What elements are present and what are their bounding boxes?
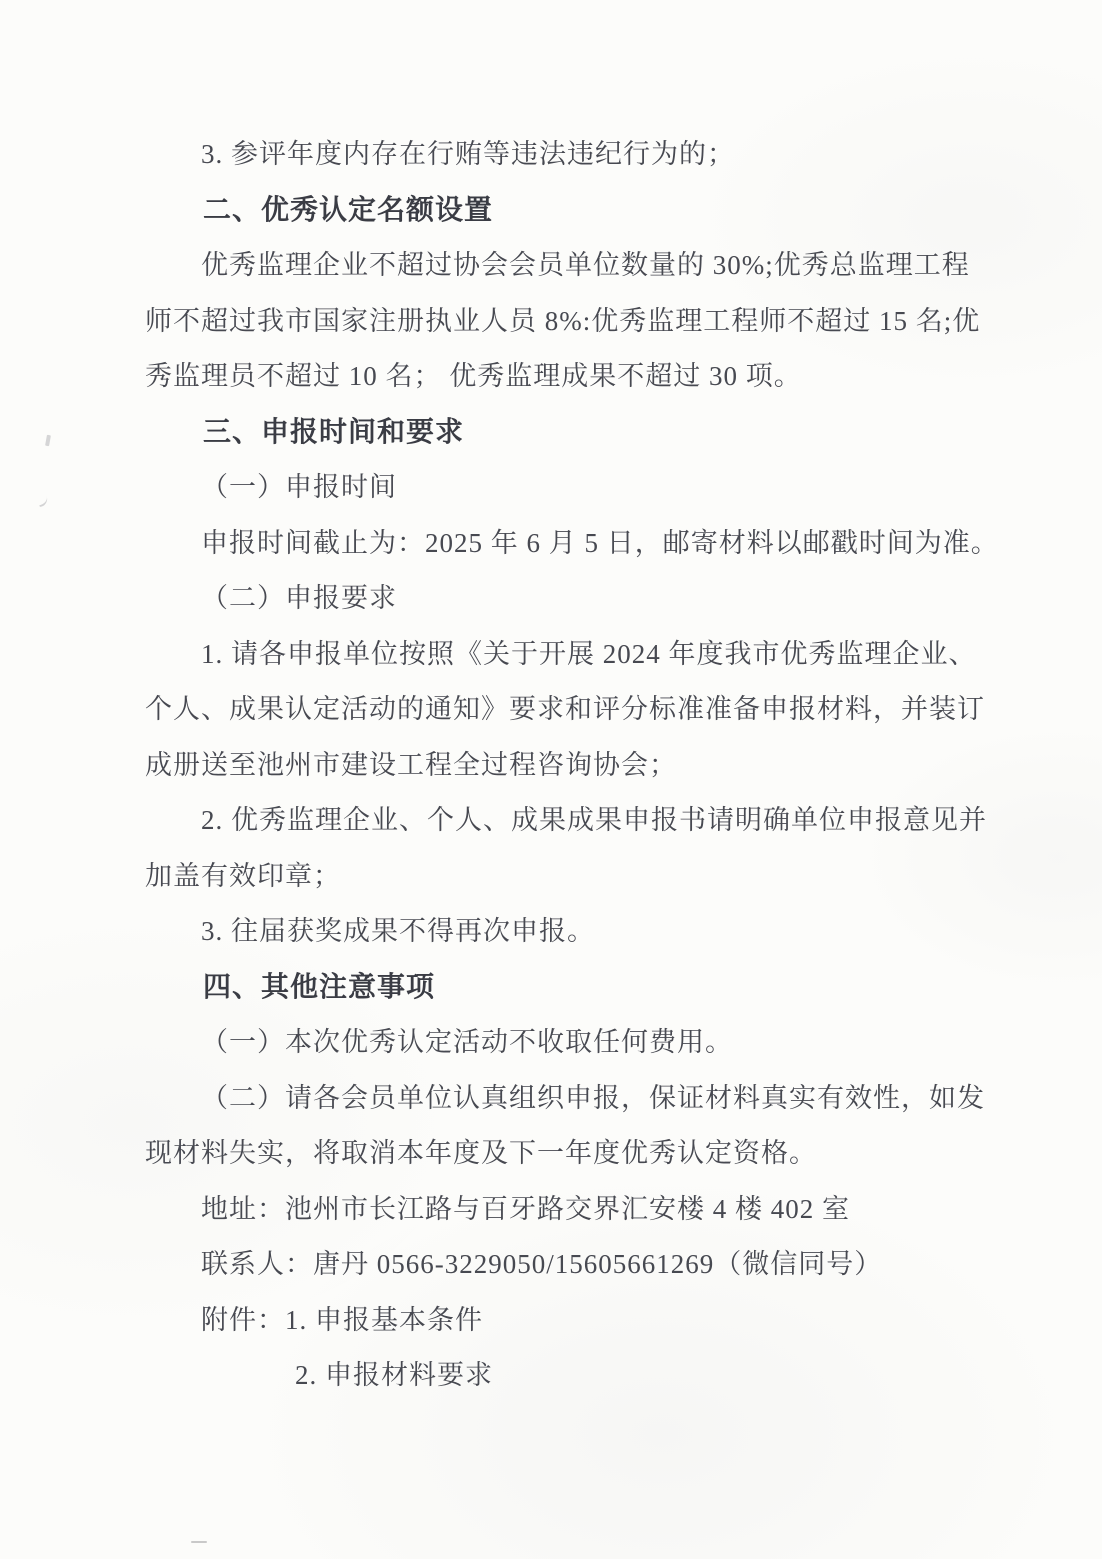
text-line: 优秀监理企业不超过协会会员单位数量的 30%;优秀总监理工程 — [201, 250, 970, 280]
text-line: 联系人：唐丹 0566-3229050/15605661269（微信同号） — [201, 1249, 883, 1279]
text-line: 附件：1. 申报基本条件 — [201, 1304, 483, 1335]
section-heading: 四、其他注意事项 — [203, 971, 436, 1003]
text-line: 1. 请各申报单位按照《关于开展 2024 年度我市优秀监理企业、 — [201, 638, 977, 669]
document-body — [145, 127, 999, 1404]
scan-speck-artifact — [37, 495, 50, 508]
text-line: 现材料失实，将取消本年度及下一年度优秀认定资格。 — [145, 1138, 817, 1168]
text-line: 申报时间截止为：2025 年 6 月 5 日，邮寄材料以邮戳时间为准。 — [201, 527, 999, 558]
text-line: 成册送至池州市建设工程全过程咨询协会； — [145, 749, 677, 780]
text-line: 2. 优秀监理企业、个人、成果成果申报书请明确单位申报意见并 — [201, 805, 987, 835]
text-line: （一）申报时间 — [201, 472, 397, 502]
text-line: 加盖有效印章； — [145, 860, 341, 891]
scan-dash-artifact — [191, 1541, 207, 1543]
text-line: 地址：池州市长江路与百牙路交界汇安楼 4 楼 402 室 — [201, 1193, 850, 1224]
scan-speck-artifact — [45, 435, 51, 447]
text-line: 个人、成果认定活动的通知》要求和评分标准准备申报材料，并装订 — [145, 694, 985, 724]
text-line: 2. 申报材料要求 — [295, 1360, 493, 1390]
text-line: 师不超过我市国家注册执业人员 8%:优秀监理工程师不超过 15 名;优 — [145, 305, 981, 336]
text-line: （二）请各会员单位认真组织申报，保证材料真实有效性，如发 — [201, 1082, 985, 1113]
text-line: 3. 参评年度内存在行贿等违法违纪行为的； — [201, 139, 735, 169]
section-heading: 二、优秀认定名额设置 — [203, 194, 494, 226]
text-line: 秀监理员不超过 10 名； 优秀监理成果不超过 30 项。 — [145, 361, 802, 391]
text-line: （二）申报要求 — [201, 583, 397, 613]
section-heading: 三、申报时间和要求 — [203, 416, 465, 448]
text-line: （一）本次优秀认定活动不收取任何费用。 — [201, 1027, 733, 1057]
text-line: 3. 往届获奖成果不得再次申报。 — [201, 916, 595, 946]
